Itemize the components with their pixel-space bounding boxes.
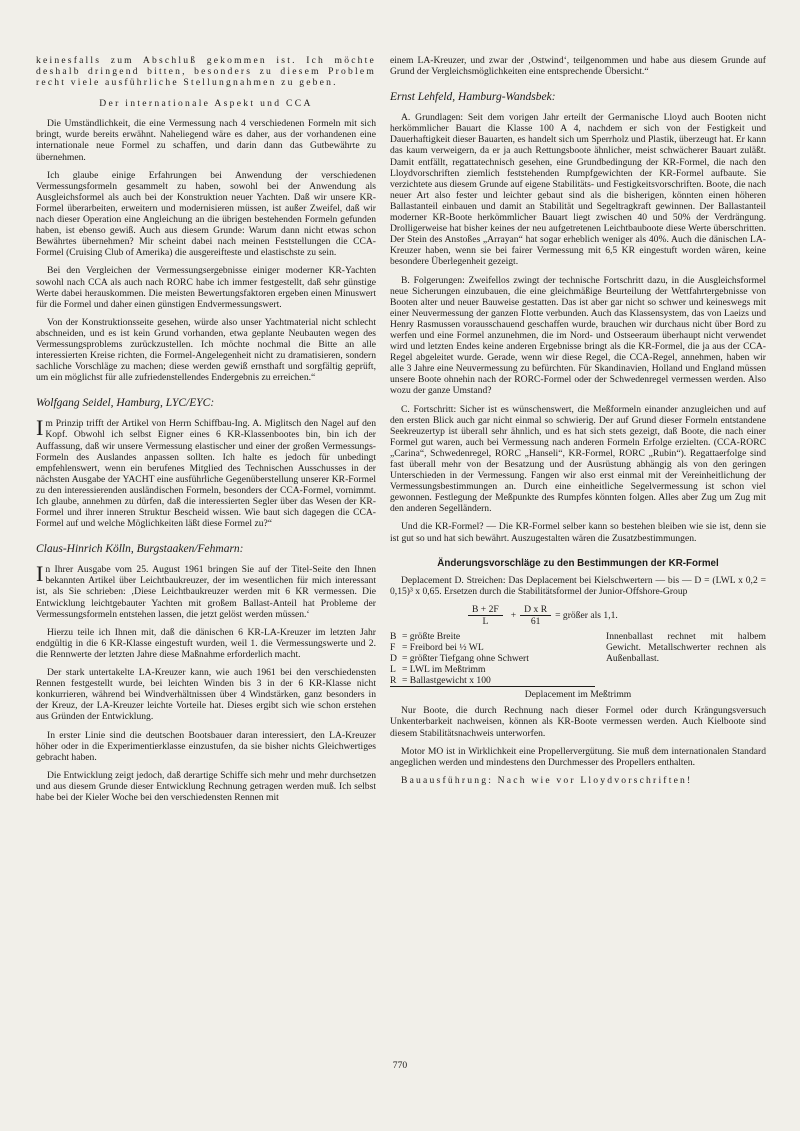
legend-item <box>390 642 595 653</box>
formula-denominator: L <box>482 615 489 627</box>
paragraph: Und die KR-Formel? — Die KR-Formel selber kann so bestehen bleiben wie sie ist, denn sie ist gut so und hat sich bewährt. Auszugestalten wären die Zusatzbestimmungen. <box>390 521 766 544</box>
legend-item <box>390 664 595 675</box>
section-heading-changes: Änderungsvorschläge zu den Bestimmungen der KR-Formel <box>437 557 719 569</box>
legend-text: = Freibord bei ½ WL <box>402 641 484 653</box>
legend-symbol: F <box>390 641 396 653</box>
paragraph: Von der Konstruktionsseite gesehen, würde also unser Yachtmaterial nicht schlecht abschneiden, und es ist kein Grund vorhanden, etwa geplante Neubauten wegen des Vermessungsproblems zurückzustellen. Ich möchte nochmal die Bitte an alle interessierten Kreise richten, die Formel-Angelegenheit nicht zu dramatisieren, sondern sachliche Vorschläge zu machen; diese werden gewiß ernsthaft und sorgfältig geprüft, um ein möglichst für alle zufriedenstellendes Endergebnis zu erreichen.“ <box>36 316 376 384</box>
legend-list <box>390 631 595 687</box>
paragraph: Der stark untertakelte LA-Kreuzer kann, wie auch 1961 bei den verschiedensten Rennen festgestellt wurde, bei leichten Winden bis 3 in der 6 KR-Klasse nicht konkurrieren, während bei Windverhältnissen über 4 Windstärken, ganz besonders in der Kreuz, der LA-Kreuzer leichte Vorteile hat. Dieses ergibt sich wie schon erstehen aus Gründen der Entwicklung. <box>36 667 376 723</box>
legend-text: = Ballastgewicht x 100 <box>402 675 491 687</box>
paragraph-deplacement: Deplacement D. Streichen: Das Deplacement bei Kielschwertern — bis — D = (LWL x 0,2 = 0,15)³ x 0,65. Ersetzen durch die Stabilitätsformel der Junior-Offshore-Group <box>390 574 766 597</box>
stability-formula <box>468 604 766 627</box>
legend-symbol: L <box>390 664 396 676</box>
formula-legend <box>390 631 766 687</box>
legend-note: Innenballast rechnet mit halbem Gewicht. Metallschwerter rechnen als Außenballast. <box>606 630 766 665</box>
intro-paragraph: keinesfalls zum Abschluß gekommen ist. Ich möchte deshalb dringend bitten, besonders zu diesem Problem recht viele ausführliche Stellungnahmen zu geben. <box>36 55 376 89</box>
author-heading-koelln: Claus-Hinrich Kölln, Burgstaaken/Fehmarn: <box>36 543 244 556</box>
paragraph: In erster Linie sind die deutschen Bootsbauer daran interessiert, den LA-Kreuzer höher oder in die Experimentierklasse einzustufen, da sie bisher nichts Gleichwertiges gebracht haben. <box>36 729 376 763</box>
section-heading-cca: Der internationale Aspekt und CCA <box>99 98 313 110</box>
continuation-paragraph: einem LA-Kreuzer, und zwar der ‚Ostwind‘, teilgenommen und habe aus diesem Grunde auf Grund der Vergleichsmöglichkeiten eine entsprechende Übersicht.“ <box>390 55 766 78</box>
paragraph: Die Entwicklung zeigt jedoch, daß derartige Schiffe sich mehr und mehr durchsetzen und aus diesem Grunde dieser Entwicklung Rechnung getragen werden muß. Ich selbst habe bei der Kieler Woche bei den verschiedensten Rennen mit <box>36 769 376 803</box>
formula-numerator: B + 2F <box>468 604 503 616</box>
page-number: 770 <box>392 1060 408 1071</box>
legend-item <box>390 653 595 664</box>
formula-result: = größer als 1,1. <box>555 609 618 621</box>
author-heading-seidel: Wolfgang Seidel, Hamburg, LYC/EYC: <box>36 397 215 410</box>
letter-koelln: In Ihrer Ausgabe vom 25. August 1961 bringen Sie auf der Titel-Seite den Ihnen bekannten Artikel über Leichtbaukreuzer, der im wesentlichen für mich interessant ist, als Sie schrieben: ‚Diese Leichtbaukreuzer werden mit 6 KR vermessen. Die Entwicklung leichtgebauter Yachten mit großem Ballast-Anteil hat Probleme der Vermessungsformeln entstehen lassen, die jetzt gelöst werden müssen.‘ <box>36 561 376 620</box>
paragraph-fortschritt: C. Fortschritt: Sicher ist es wünschenswert, die Meßformeln einander anzugleichen und auf den ersten Blick auch gar nicht einmal so schwierig. Der auf Grund dieser Formeln entstandene Seekreuzertyp ist überall sehr ähnlich, und es hat sich stets gezeigt, daß Boote, die nach einer Formel gut waren, auch bei Vermessung nach anderen Formeln Erfolge erzielten. (CCA-RORC „Carina“, Schwedenregel, RORC „Hanseli“, KR-Formel, RORC „Rubin“). Regattaerfolge sind fast überall mehr von der Besatzung und der Ausrüstung abhängig als von den geringen Unterschieden in der Vermessung. Fangen wir also erst einmal mit der Vereinheitlichung der Vermessungsbestimmungen an. Durch eine einheitliche Segelvermessung ist schon viel gewonnen. Festlegung der Meßpunkte des Rumpfes könnten folgen. Alles aber Zug um Zug mit den anderen Segelländern. <box>390 403 766 515</box>
formula-plus: + <box>510 609 517 621</box>
author-heading-lehfeld: Ernst Lehfeld, Hamburg-Wandsbek: <box>390 91 556 104</box>
legend-symbol: B <box>390 630 397 642</box>
formula-denominator: 61 <box>530 615 541 627</box>
legend-text: = größte Breite <box>402 630 461 642</box>
paragraph: Ich glaube einige Erfahrungen bei Anwendung der verschiedenen Vermessungsformeln gesammelt zu haben, sowohl bei der Anwendung als Ausgleichsformel als auch bei der Konstruktion neuer Yachten. Daß wir unsere KR-Formel überarbeiten, erweitern und modernisieren müssen, ist außer Zweifel, daß wir nach dieser Operation eine Angleichung an die übrigen bestehenden Formeln gefunden haben, ist ebenso gewiß. Auch aus diesem Grunde: Warum dann nicht etwas schon Bewährtes übernehmen? Mir scheint dabei nach meinen Feststellungen die CCA-Formel (Cruising Club of Amerika) die ausgereifteste und elastischste zu sein. <box>36 169 376 259</box>
letter-seidel: Im Prinzip trifft der Artikel von Herrn Schiffbau-Ing. A. Miglitsch den Nagel auf den Kopf. Obwohl ich selbst Eigner eines 6 KR-Klassenbootes bin, bin ich der Auffassung, daß wir unsere Vermessung elastischer und einer der großen Vermessungs-Formeln des Auslandes anpassen sollten. Ich halte es jedoch für unbedingt empfehlenswert, wenn ein berufenes Mitglied des Technischen Ausschusses in der nächsten Ausgabe der YACHT eine ausführliche Gegenüberstellung unserer KR-Formel zu den interessierenden ausländischen Formeln, besonders der CCA-Formel, vornimmt. Ich glaube, annehmen zu dürfen, daß die interessierten Segler über das Wesen der KR-Formel und ihrer inneren Struktur Bescheid wissen. Wie baut sich dagegen die CCA-Formel auf und welche Möglichkeiten läßt diese Formel zu?“ <box>36 415 376 530</box>
legend-symbol: R <box>390 675 397 687</box>
formula-fraction-1 <box>468 604 503 627</box>
paragraph-grundlagen: A. Grundlagen: Seit dem vorigen Jahr erteilt der Germanische Lloyd auch Booten nicht herkömmlicher Bauart die Klasse 100 A 4, nachdem er sich von der Festigkeit und Dauerhaftigkeit dieser Bauarten, es handelt sich um Sperrholz und Plastik, überzeugt hat. Er kann das kaum verweigern, da er ja auch Rettungsboote ähnlicher, meist schwächerer Bauart zuläßt. Damit entfällt, regattatechnisch gesehen, eine Grundbedingung der KR-Formel, die nach den Lloydvorschriften ziemlich feststehenden Rumpfgewichten der KR-Formel aufbaute. Sie verzichtete aus diesem Grunde auf eigene Stabilitäts- und Festigkeitsvorschriften. Boote, die nach neuer Art also fester und leichter gebaut sind als die bisherigen, könnten einen höheren Ballastanteil einbauen und damit an Stabilität und Segeltragkraft gewinnen. Der Ballastanteil moderner KR-Boote herkömmlicher Bauart liegt zwischen 40 und 50% der Verdrängung. Drolligerweise hat bisher keines der neu aufgetretenen Leichtbauboote diese Werte überschritten. Der Stein des Anstoßes „Arrayan“ hat sogar erheblich weniger als 40%. Auch die dänischen LA-Kreuzer haben, wenn sie bei fairer Vermessung mit 6,5 KR eingestuft worden wären, keine besondere Überlegenheit gezeigt. <box>390 112 766 268</box>
formula-numerator: D x R <box>520 604 551 616</box>
legend-text: = größter Tiefgang ohne Schwert <box>402 653 529 665</box>
legend-item <box>390 675 595 687</box>
right-column <box>390 55 766 793</box>
paragraph: Nur Boote, die durch Rechnung nach dieser Formel oder durch Krängungsversuch Unkenterbarkeit nachweisen, können als KR-Boote vermessen werden. Auch Kielboote sind diesem Stabilitätsnachweis unterworfen. <box>390 705 766 739</box>
paragraph-bauausfuehrung: Bauausführung: Nach wie vor Lloydvorschriften! <box>401 774 693 786</box>
legend-caption: Deplacement im Meßtrimm <box>524 689 632 701</box>
legend-item <box>390 631 595 642</box>
paragraph-motor: Motor MO ist in Wirklichkeit eine Propellervergütung. Sie muß dem internationalen Standard angeglichen werden und mindestens den Durchmesser des Propellers enthalten. <box>390 745 766 768</box>
legend-symbol: D <box>390 653 397 665</box>
legend-text: = LWL im Meßtrimm <box>402 664 486 676</box>
left-column <box>36 55 376 810</box>
formula-fraction-2 <box>520 604 551 627</box>
paragraph-folgerungen: B. Folgerungen: Zweifellos zwingt der technische Fortschritt dazu, in die Ausgleichsformel neue Sicherungen einzubauen, die eine gleichmäßige Beurteilung der Wettfahrtergebnisse von Booten alter und neuer Bauweise gestatten. Das ist aber gar nicht so schwer und keineswegs mit einer Neuvermessung der ganzen Flotte verbunden. Auch das Klassensystem, das von Laeizs und Henry Rasmussen vorausschauend geschaffen wurde, brauchen wir durchaus nicht über Bord zu werfen und eine Formel anzunehmen, die im Nord- und Ostseeraum überhaupt nicht verwendet wird und letzten Endes keine anderen Ergebnisse bringt als die KR-Formel, die ja aus der CCA-Regel abgeleitet wurde. Gerade, wenn wir diese Regel, die CCA-Regel, annehmen, haben wir alle 3 Jahre eine Neuvermessung zu befürchten. Für Skandinavien, Holland und England müssen unsere Boote ohnehin nach der RORC-Formel oder der Schwedenregel vermessen werden. Also wozu der ganze Umstand? <box>390 274 766 397</box>
paragraph: Die Umständlichkeit, die eine Vermessung nach 4 verschiedenen Formeln mit sich bringt, wurde bereits erwähnt. Naheliegend wäre es daher, aus der vorhandenen eine internationale neue Formel zu schaffen, und darin dann das Gutbewährte zu übernehmen. <box>36 118 376 163</box>
paragraph: Hierzu teile ich Ihnen mit, daß die dänischen 6 KR-LA-Kreuzer im letzten Jahr endgültig in die 6 KR-Klasse eingestuft wurden, weil 1. die Vermessungswerte und 2. die Rennwerte der letzten Jahre diese Maßnahme erforderlich macht. <box>36 626 376 660</box>
paragraph: Bei den Vergleichen der Vermessungsergebnisse einiger moderner KR-Yachten sowohl nach CCA als auch nach RORC habe ich immer festgestellt, daß sehr günstige Werte dabei herauskommen. Die meisten Bewertungsfaktoren ergeben einen Minuswert für die Formel und daher einen günstigen Endvermessungswert. <box>36 265 376 310</box>
